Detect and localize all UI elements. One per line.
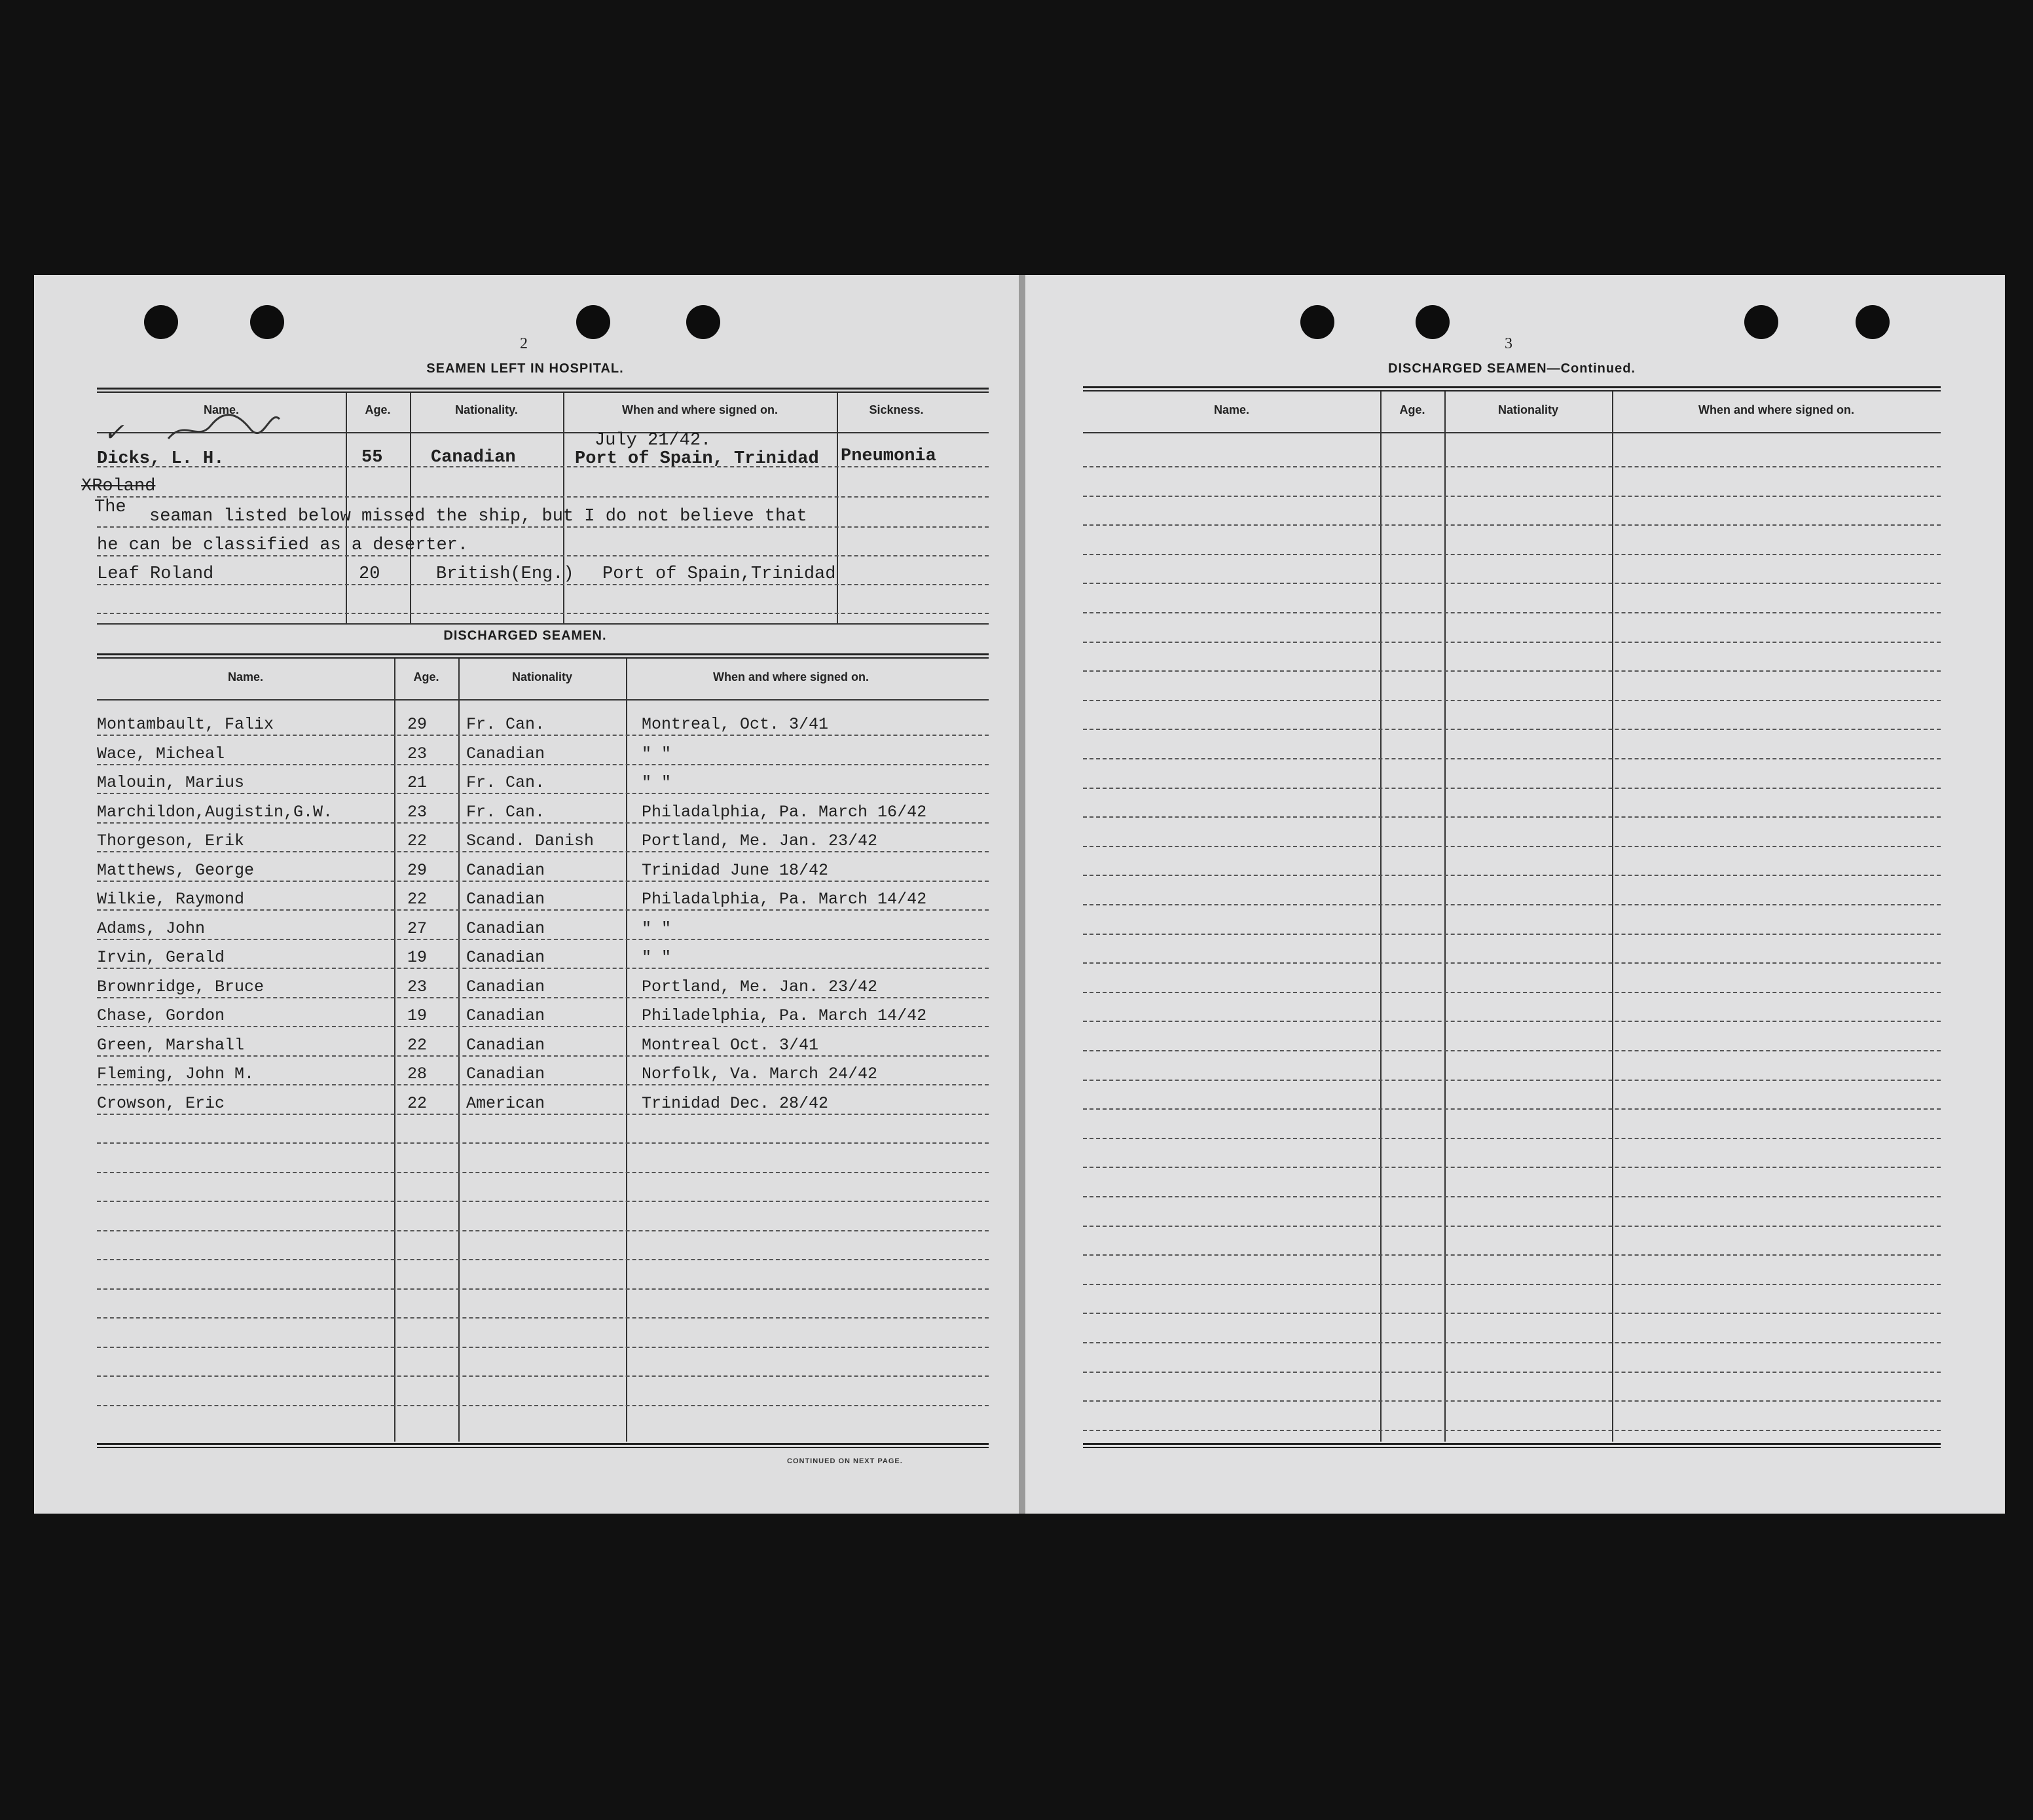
bottom-rule	[97, 1443, 989, 1448]
row-name: Malouin, Marius	[97, 773, 245, 792]
continued-col-signed-on: When and where signed on.	[1698, 403, 1855, 416]
row-nationality: Fr. Can.	[466, 803, 545, 822]
row-age: 22	[407, 1094, 428, 1113]
column-rule	[458, 659, 460, 1442]
section-rule	[1083, 386, 1941, 391]
row-rule	[97, 1288, 989, 1290]
section-rule	[97, 388, 989, 393]
hospital-section-title: SEAMEN LEFT IN HOSPITAL.	[426, 361, 624, 376]
deserter-nationality: British(Eng.)	[436, 564, 574, 584]
row-nationality: Fr. Can.	[466, 773, 545, 792]
column-rule	[626, 659, 627, 1442]
row-rule	[1083, 788, 1941, 789]
hospital-col-sickness: Sickness.	[869, 403, 924, 416]
row-age: 29	[407, 715, 428, 734]
row-rule	[97, 1084, 989, 1085]
note-line-1: seaman listed below missed the ship, but I do not believe that	[149, 507, 807, 526]
row-rule	[97, 939, 989, 940]
row-rule	[97, 1201, 989, 1202]
row-nationality: American	[466, 1094, 545, 1113]
handwritten-scribble	[165, 406, 283, 445]
row-rule	[97, 1142, 989, 1144]
row-name: Fleming, John M.	[97, 1065, 255, 1083]
row-signed-on: Portland, Me. Jan. 23/42	[642, 977, 878, 996]
row-age: 28	[407, 1065, 428, 1083]
punch-hole	[1300, 305, 1334, 339]
row-rule	[1083, 934, 1941, 935]
row-age: 22	[407, 1036, 428, 1055]
row-rule	[1083, 496, 1941, 497]
row-rule	[97, 1317, 989, 1319]
row-signed-on: Trinidad June 18/42	[642, 861, 829, 880]
struck-name: XRoland	[81, 477, 156, 496]
deserter-name: Leaf Roland	[97, 564, 214, 584]
row-nationality: Canadian	[466, 919, 545, 938]
row-signed-on: " "	[642, 744, 672, 763]
row-rule	[1083, 524, 1941, 526]
discharged-continued-title: DISCHARGED SEAMEN—Continued.	[1388, 361, 1636, 376]
deserter-age: 20	[359, 564, 380, 584]
row-name: Chase, Gordon	[97, 1006, 225, 1025]
row-signed-on: " "	[642, 948, 672, 967]
row-rule	[1083, 1108, 1941, 1110]
discharged-col-nationality: Nationality	[511, 670, 572, 683]
row-age: 23	[407, 977, 428, 996]
row-rule	[97, 735, 989, 736]
row-name: Marchildon,Augistin,G.W.	[97, 803, 333, 822]
row-rule	[97, 851, 989, 852]
row-rule	[1083, 1430, 1941, 1431]
row-name: Adams, John	[97, 919, 206, 938]
row-name: Wace, Micheal	[97, 744, 225, 763]
continued-col-nationality: Nationality	[1497, 403, 1558, 416]
row-name: Crowson, Eric	[97, 1094, 225, 1113]
row-age: 23	[407, 744, 428, 763]
hospital-entry-date: July 21/42.	[595, 431, 712, 450]
page-fold	[1019, 275, 1025, 1514]
row-rule	[1083, 1021, 1941, 1022]
row-name: Matthews, George	[97, 861, 255, 880]
row-rule	[97, 496, 989, 498]
row-age: 22	[407, 831, 428, 850]
row-rule	[1083, 1138, 1941, 1139]
header-rule	[1083, 432, 1941, 433]
row-rule	[1083, 612, 1941, 613]
row-rule	[97, 466, 989, 467]
row-rule	[97, 526, 989, 528]
column-rule	[394, 659, 395, 1442]
column-rule	[837, 393, 838, 623]
row-rule	[1083, 1196, 1941, 1197]
row-rule	[97, 881, 989, 882]
row-rule	[1083, 1284, 1941, 1285]
row-nationality: Canadian	[466, 977, 545, 996]
row-rule	[1083, 1167, 1941, 1168]
row-signed-on: Norfolk, Va. March 24/42	[642, 1065, 878, 1083]
section-rule	[97, 623, 989, 625]
row-age: 22	[407, 890, 428, 909]
row-rule	[1083, 1254, 1941, 1256]
row-nationality: Canadian	[466, 744, 545, 763]
row-nationality: Fr. Can.	[466, 715, 545, 734]
section-rule	[97, 653, 989, 659]
punch-hole	[1744, 305, 1778, 339]
note-line-2: he can be classified as a deserter.	[97, 536, 469, 555]
row-nationality: Canadian	[466, 948, 545, 967]
row-rule	[97, 764, 989, 765]
row-rule	[1083, 1226, 1941, 1227]
punch-hole	[686, 305, 720, 339]
punch-hole	[1856, 305, 1890, 339]
row-age: 21	[407, 773, 428, 792]
row-rule	[97, 793, 989, 794]
row-nationality: Canadian	[466, 1006, 545, 1025]
row-nationality: Canadian	[466, 1065, 545, 1083]
row-age: 19	[407, 1006, 428, 1025]
row-age: 19	[407, 948, 428, 967]
row-name: Wilkie, Raymond	[97, 890, 245, 909]
bottom-rule	[1083, 1443, 1941, 1448]
hospital-col-nationality: Nationality.	[455, 403, 518, 416]
discharged-col-name: Name.	[227, 670, 264, 683]
row-age: 27	[407, 919, 428, 938]
row-rule	[97, 1114, 989, 1115]
row-rule	[1083, 875, 1941, 876]
row-rule	[97, 1026, 989, 1027]
continued-col-name: Name.	[1213, 403, 1250, 416]
row-rule	[97, 1347, 989, 1348]
punch-hole	[576, 305, 610, 339]
row-rule	[97, 1375, 989, 1377]
row-rule	[97, 1259, 989, 1260]
hospital-entry-place: Port of Spain, Trinidad	[575, 449, 819, 469]
row-age: 29	[407, 861, 428, 880]
row-rule	[1083, 729, 1941, 730]
hospital-col-name: Name.	[203, 403, 240, 416]
hospital-col-signed-on: When and where signed on.	[621, 403, 778, 416]
page-number: 2	[520, 335, 528, 352]
punch-hole	[144, 305, 178, 339]
row-rule	[97, 584, 989, 585]
row-name: Thorgeson, Erik	[97, 831, 245, 850]
row-rule	[1083, 583, 1941, 584]
row-rule	[1083, 554, 1941, 555]
handwritten-checkmark: ✓	[103, 418, 124, 446]
page-number: 3	[1505, 335, 1512, 352]
row-rule	[97, 1055, 989, 1057]
row-signed-on: " "	[642, 919, 672, 938]
row-rule	[1083, 1313, 1941, 1314]
right-page	[1025, 275, 2005, 1514]
hospital-entry-nationality: Canadian	[431, 448, 516, 467]
row-rule	[1083, 1400, 1941, 1402]
row-age: 23	[407, 803, 428, 822]
continued-col-age: Age.	[1399, 403, 1425, 416]
row-rule	[97, 1405, 989, 1406]
note-prefix: The	[94, 498, 126, 517]
row-nationality: Canadian	[466, 890, 545, 909]
row-rule	[1083, 962, 1941, 964]
hospital-entry-name: Dicks, L. H.	[97, 449, 225, 469]
punch-hole	[1416, 305, 1450, 339]
row-rule	[1083, 904, 1941, 905]
row-rule	[1083, 642, 1941, 643]
row-rule	[1083, 846, 1941, 847]
hospital-entry-sickness: Pneumonia	[841, 446, 936, 466]
row-rule	[97, 1172, 989, 1173]
row-rule	[1083, 466, 1941, 467]
row-rule	[97, 997, 989, 998]
row-signed-on: Philadalphia, Pa. March 14/42	[642, 890, 927, 909]
row-nationality: Canadian	[466, 1036, 545, 1055]
row-nationality: Canadian	[466, 861, 545, 880]
row-signed-on: Philadalphia, Pa. March 16/42	[642, 803, 927, 822]
row-rule	[1083, 1342, 1941, 1343]
punch-hole	[250, 305, 284, 339]
row-signed-on: Philadelphia, Pa. March 14/42	[642, 1006, 927, 1025]
row-signed-on: Trinidad Dec. 28/42	[642, 1094, 829, 1113]
row-signed-on: Portland, Me. Jan. 23/42	[642, 831, 878, 850]
row-rule	[1083, 758, 1941, 759]
row-signed-on: " "	[642, 773, 672, 792]
row-rule	[1083, 1050, 1941, 1051]
discharged-col-age: Age.	[413, 670, 439, 683]
row-rule	[1083, 670, 1941, 672]
hospital-entry-age: 55	[361, 448, 383, 467]
row-signed-on: Montreal, Oct. 3/41	[642, 715, 829, 734]
discharged-section-title: DISCHARGED SEAMEN.	[443, 628, 607, 643]
header-rule	[97, 699, 989, 701]
row-name: Irvin, Gerald	[97, 948, 225, 967]
left-page	[34, 275, 1020, 1514]
row-nationality: Scand. Danish	[466, 831, 595, 850]
row-rule	[97, 613, 989, 614]
row-name: Brownridge, Bruce	[97, 977, 265, 996]
row-rule	[97, 909, 989, 911]
row-rule	[1083, 1080, 1941, 1081]
continued-footer: CONTINUED ON NEXT PAGE.	[787, 1457, 903, 1465]
row-rule	[1083, 1372, 1941, 1373]
row-rule	[97, 822, 989, 824]
row-rule	[1083, 992, 1941, 993]
row-rule	[97, 968, 989, 969]
hospital-col-age: Age.	[365, 403, 391, 416]
row-rule	[97, 1230, 989, 1231]
row-signed-on: Montreal Oct. 3/41	[642, 1036, 819, 1055]
discharged-col-signed-on: When and where signed on.	[712, 670, 870, 683]
row-rule	[1083, 700, 1941, 701]
row-name: Green, Marshall	[97, 1036, 245, 1055]
row-rule	[1083, 816, 1941, 818]
row-rule	[97, 555, 989, 556]
deserter-signed-on: Port of Spain,Trinidad	[602, 564, 836, 584]
row-name: Montambault, Falix	[97, 715, 274, 734]
